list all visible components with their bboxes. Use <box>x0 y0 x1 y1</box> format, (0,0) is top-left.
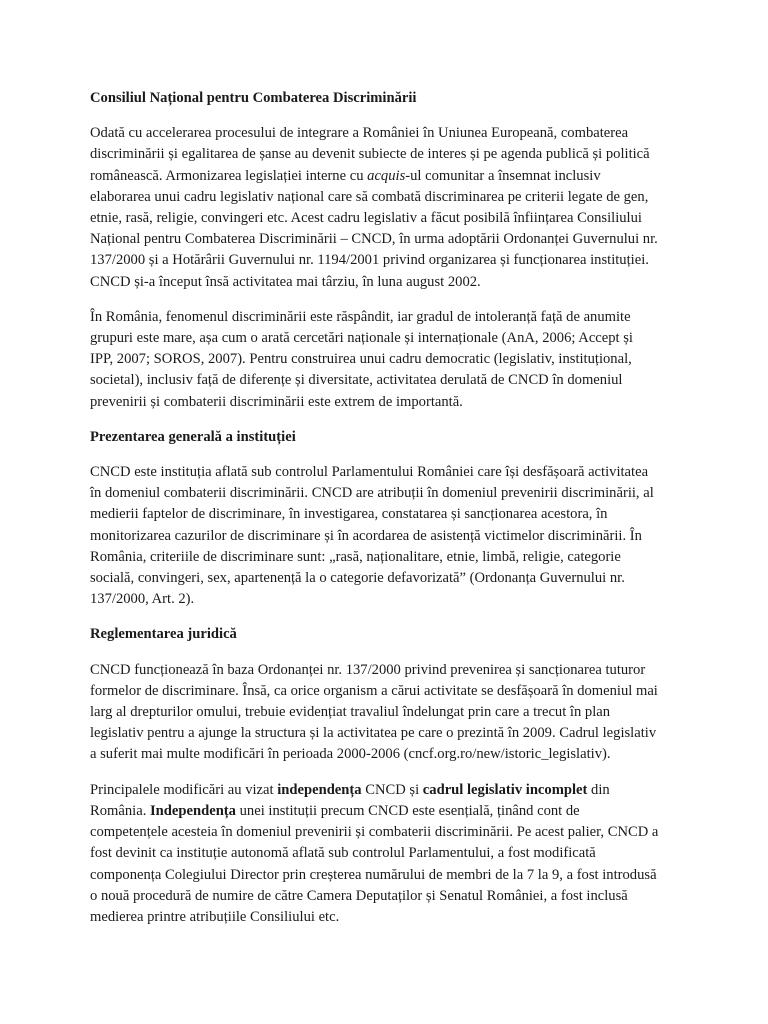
text-line: societal), inclusiv față de diferențe și diversitate, activitatea derulată de CNCD în domeniul <box>90 372 623 389</box>
text-line: monitorizarea cazurilor de discriminare și în acordarea de asistență victimelor discriminării. În <box>90 527 642 544</box>
text-line: Național pentru Combaterea Discriminării – CNCD, în urma adoptării Ordonanței Guvernului nr. <box>90 231 658 248</box>
text-line: CNCD funcționează în baza Ordonanței nr. 137/2000 privind prevenirea și sancționarea tuturor <box>90 661 646 678</box>
text-line: CNCD este instituția aflată sub controlul Parlamentului României care își desfășoară activitatea <box>90 464 649 481</box>
text-line <box>90 801 690 822</box>
text-line: larg al drepturilor omului, trebuie evidențiat travaliul îndelungat prin care a trecut în plan <box>90 704 611 721</box>
text-line: componența Colegiului Director prin creșterea numărului de membri de la 7 la 9, a fost introdusă <box>90 866 657 883</box>
text-line: prevenirii și combaterii discriminării este extrem de importantă. <box>90 393 463 410</box>
bold-term: cadrul legislativ incomplet <box>422 781 588 798</box>
text-line: în domeniul combaterii discriminării. CNCD are atribuții în domeniul prevenirii discriminării, al <box>90 485 654 502</box>
document-title: Consiliul Național pentru Combaterea Discriminării <box>90 90 417 106</box>
text-line: România, criteriile de discriminare sunt: „rasă, naționalitare, etnie, limbă, religie, categorie <box>90 548 621 565</box>
text-line: grupuri este mare, așa cum o arată cercetări naționale și internaționale (AnA, 2006; Accept și <box>90 330 633 347</box>
text-line: a suferit mai multe modificări în perioada 2000-2006 (cncf.org.ro/new/istoric_legislativ). <box>90 746 611 763</box>
text-line: elaborarea unui cadru legislativ național care să combată discriminarea pe criterii legate de gen, <box>90 188 649 205</box>
paragraph-presentation <box>90 462 690 610</box>
text-line: IPP, 2007; SOROS, 2007). Pentru construirea unui cadru democratic (legislativ, instituțional, <box>90 351 632 368</box>
text-line: socială, convingeri, sex, apartenență la o categorie defavorizată” (Ordonanța Guvernului nr. <box>90 570 625 587</box>
section-heading-regulation: Reglementarea juridică <box>90 626 237 643</box>
text-line: legislativ pentru a ajunge la structura și la activitatea pe care o prezintă în 2009. Cadrul legislativ <box>90 725 657 742</box>
text-line: fost devinit ca instituție autonomă aflată sub controlul Parlamentului, a fost modificată <box>90 845 596 862</box>
italic-term: acquis <box>367 167 406 184</box>
text-line: 137/2000 și a Hotărârii Guvernului nr. 1194/2001 privind organizarea și funcționarea instituției. <box>90 252 649 269</box>
text-line <box>90 780 690 801</box>
paragraph-intro <box>90 123 690 293</box>
text-run: -ul comunitar a însemnat inclusiv <box>405 167 601 184</box>
bold-term: independența <box>277 781 362 798</box>
text-line: 137/2000, Art. 2). <box>90 591 195 608</box>
paragraph-modifications <box>90 780 690 928</box>
text-run: românească. Armonizarea legislației interne cu <box>90 167 368 184</box>
paragraph-phenomenon <box>90 307 690 413</box>
text-line: o nouă procedură de numire de către Camera Deputaților și Senatul României, a fost inclusă <box>90 887 628 904</box>
text-run: CNCD și <box>361 781 423 798</box>
text-line: medierea printre atribuțiile Consiliului etc. <box>90 908 340 925</box>
text-line: Odată cu accelerarea procesului de integrare a României în Uniunea Europeană, combaterea <box>90 125 629 142</box>
document-page <box>90 88 690 942</box>
text-run: România. <box>90 802 150 819</box>
text-run: unei instituții precum CNCD este esențială, ținând cont de <box>235 802 580 819</box>
text-line: CNCD și-a început însă activitatea mai târziu, în luna august 2002. <box>90 273 481 290</box>
text-line: formelor de discriminare. Însă, ca orice organism a cărui activitate se desfășoară în domeniul mai <box>90 682 658 699</box>
section-heading-presentation: Prezentarea generală a instituției <box>90 428 296 445</box>
text-line: etnie, rasă, religie, convingeri etc. Acest cadru legislativ a făcut posibilă înființarea Consiliului <box>90 210 642 227</box>
text-line: discriminării și egalitarea de șanse au devenit subiecte de interes și pe agenda publică și politică <box>90 146 650 163</box>
text-line: În România, fenomenul discriminării este răspândit, iar gradul de intoleranță față de anumite <box>90 308 631 325</box>
paragraph-regulation <box>90 660 690 766</box>
text-line: competențele acesteia în domeniul prevenirii și combaterii discriminării. Pe acest palier, CNCD a <box>90 824 659 841</box>
text-line <box>90 166 690 187</box>
text-line: medierii faptelor de discriminare, în investigarea, constatarea și sancționarea acestora, în <box>90 506 608 523</box>
text-run: Principalele modificări au vizat <box>90 781 278 798</box>
bold-term: Independența <box>150 802 236 819</box>
text-run: din <box>587 781 610 798</box>
